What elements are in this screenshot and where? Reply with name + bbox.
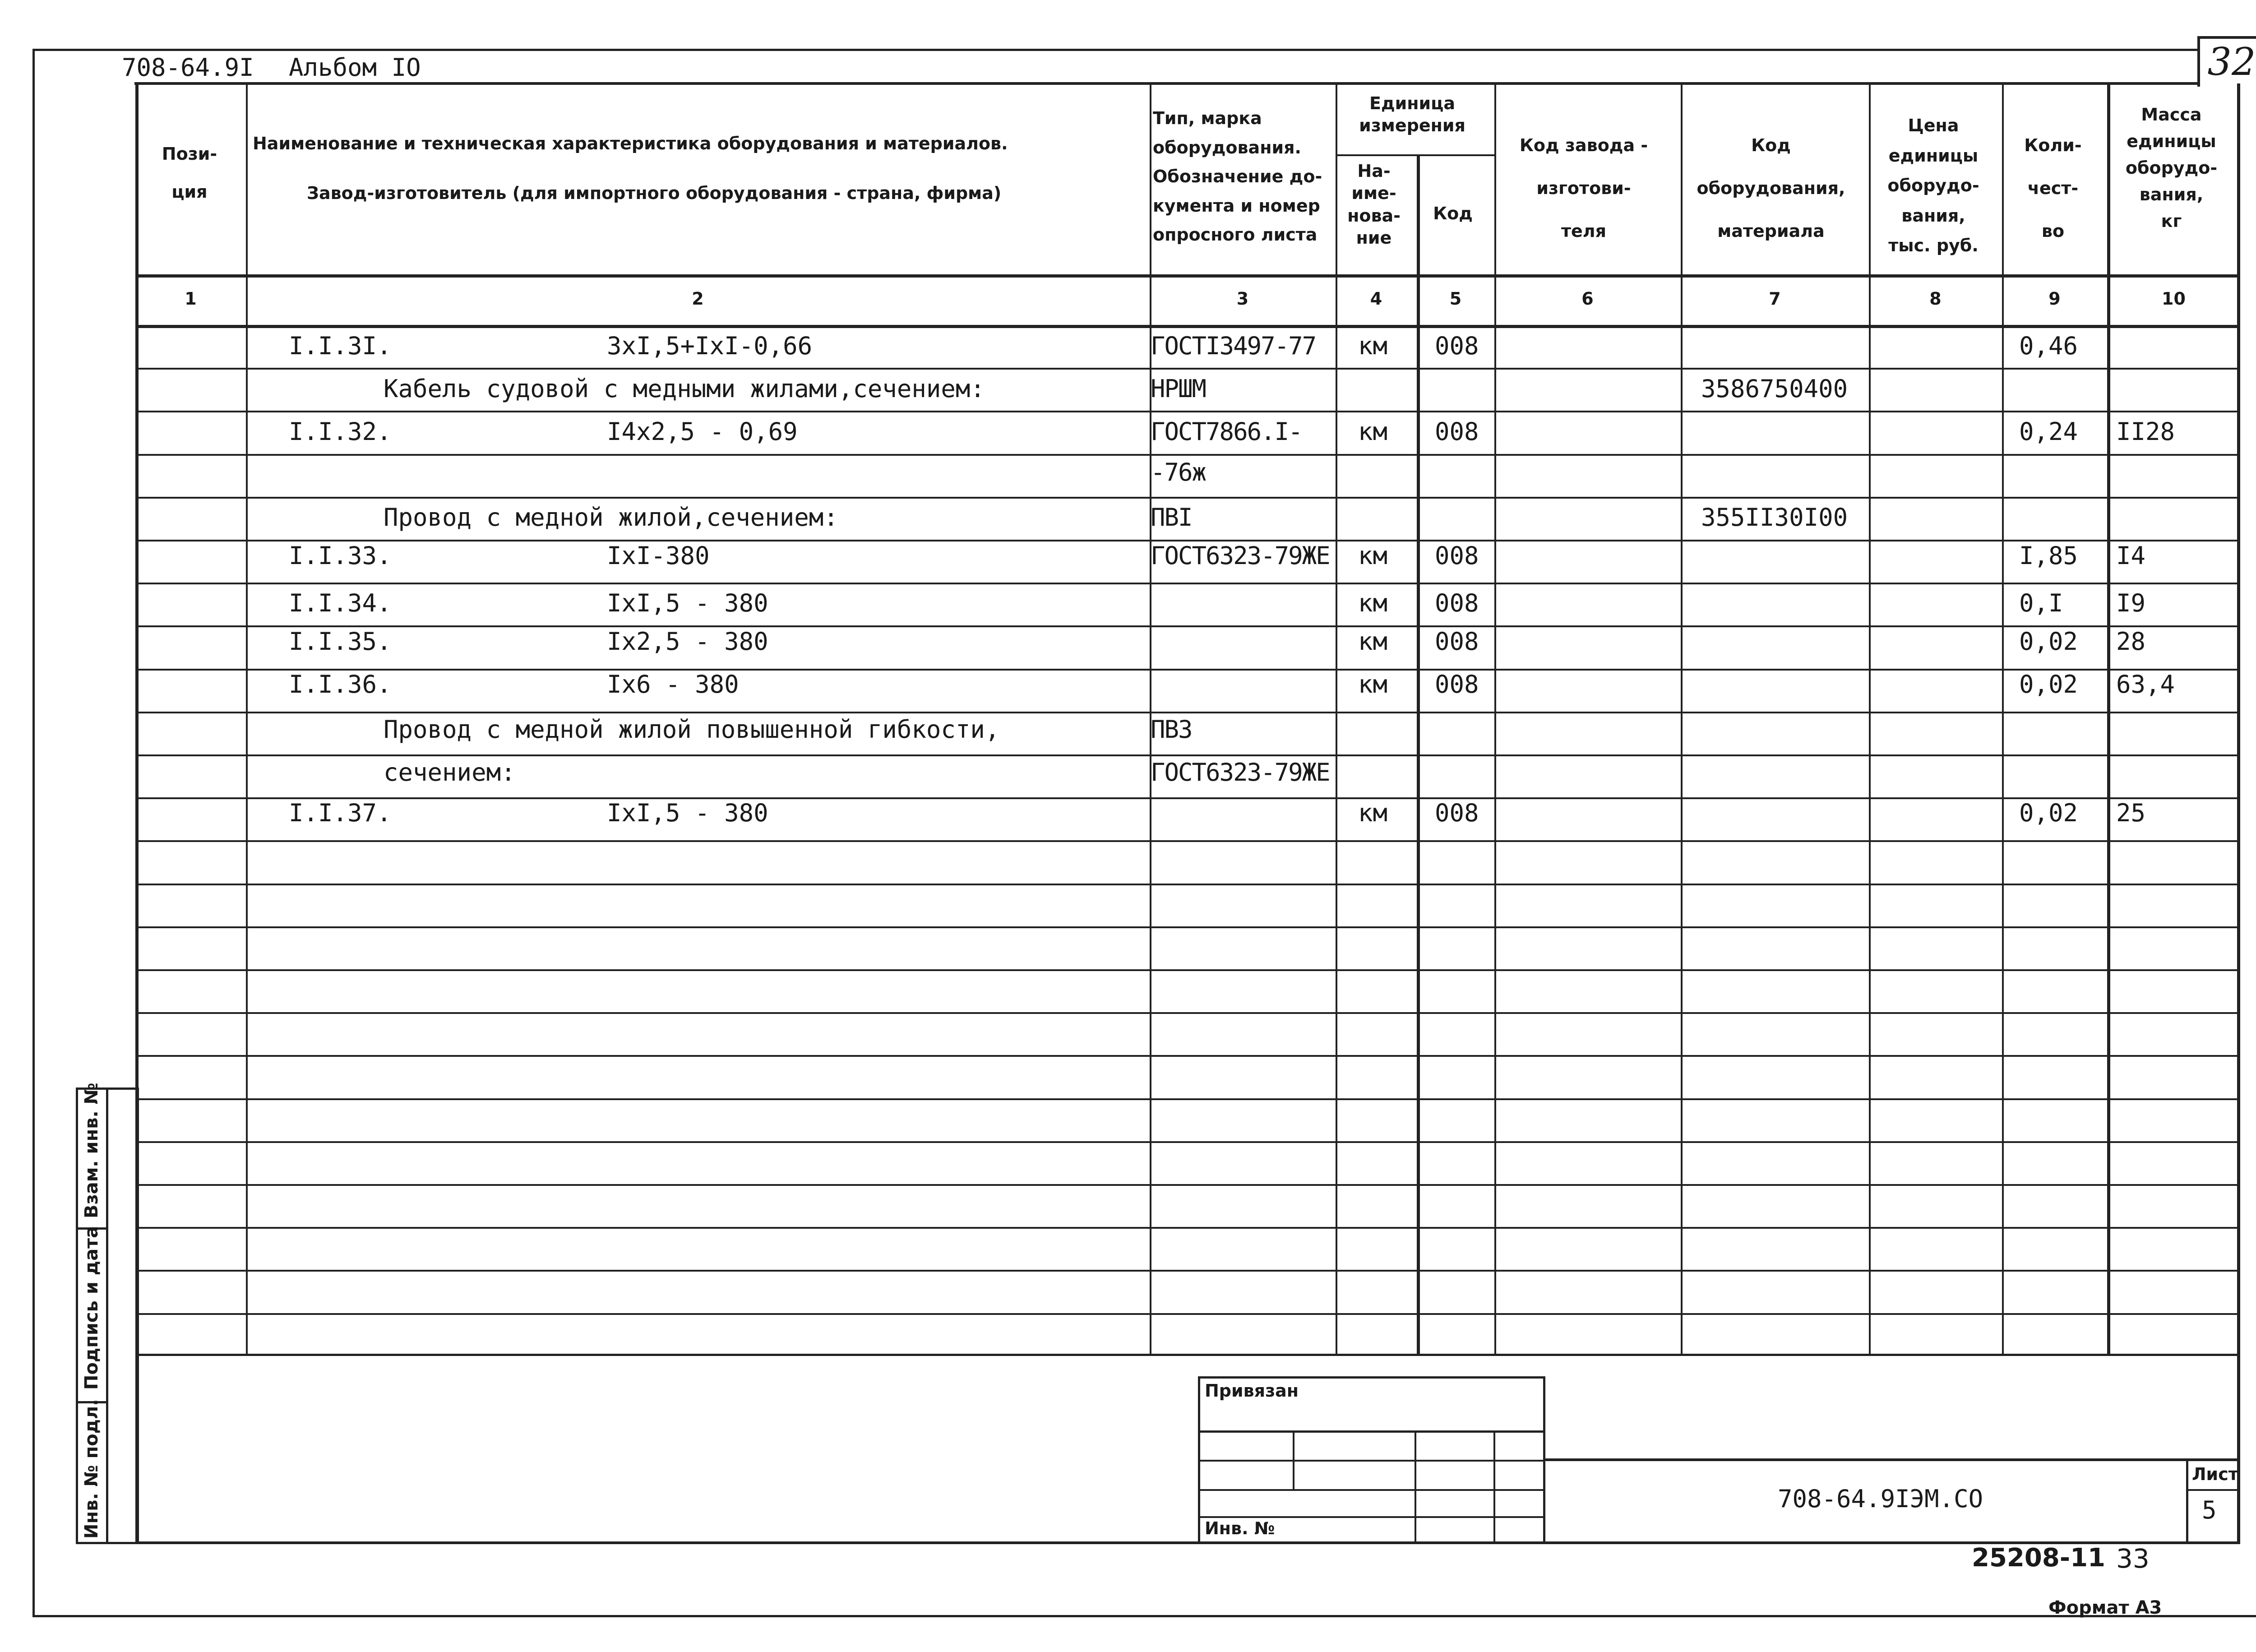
- row-unit-code: 008: [1435, 332, 1479, 360]
- col-header-unit-code: Код: [1433, 204, 1473, 223]
- row-mass: II28: [2116, 417, 2175, 446]
- col-header-equipment-code: Код оборудования, материала: [1697, 135, 1845, 241]
- row-spec: IxI,5 - 380: [607, 589, 768, 617]
- row-mass: 25: [2116, 799, 2146, 827]
- row-unit-code: 008: [1435, 417, 1479, 446]
- col-header-price: Цена единицы оборудо- вания, тыс. руб.: [1887, 116, 1979, 255]
- row-quantity: I,85: [2019, 541, 2078, 570]
- col-header-name-line1: Наименование и техническая характеристика оборудования и материалов.: [253, 134, 1008, 153]
- column-number: 7: [1769, 289, 1781, 309]
- column-number: 4: [1370, 289, 1382, 309]
- row-spec: I4x2,5 - 0,69: [607, 417, 798, 446]
- col-header-unit: Единица измерения: [1359, 93, 1465, 136]
- row-spec: IxI-380: [607, 541, 710, 570]
- row-line: [135, 1055, 2240, 1057]
- row-line: [135, 497, 2240, 499]
- header-doc-code: 708-64.9I: [122, 53, 254, 82]
- col-header-factory-code: Код завода - изготови- теля: [1519, 135, 1648, 241]
- header-bottom-line: [135, 274, 2240, 278]
- row-line: [135, 1098, 2240, 1100]
- side-label-podpis: Подпись и дата: [81, 1226, 102, 1390]
- row-line: [135, 583, 2240, 584]
- column-number: 9: [2048, 289, 2061, 309]
- row-line: [135, 754, 2240, 756]
- row-unit-code: 008: [1435, 589, 1479, 617]
- header-album: Альбом IO: [289, 53, 421, 82]
- col-header-mass: Масса единицы оборудо- вания, кг: [2125, 105, 2218, 231]
- row-name: Кабель судовой с медными жилами,сечением:: [384, 375, 985, 403]
- row-line: [135, 1227, 2240, 1229]
- row-name: Провод с медной жилой,сечением:: [384, 503, 838, 532]
- footer-format: Формат А3: [2048, 1597, 2162, 1618]
- row-unit: км: [1358, 799, 1388, 827]
- row-type: -76ж: [1151, 458, 1206, 486]
- row-position: I.I.32.: [289, 417, 392, 446]
- row-unit: км: [1358, 627, 1388, 656]
- title-block-privyazan: Привязан: [1205, 1381, 1299, 1401]
- row-line: [135, 1270, 2240, 1272]
- bottom-stamp-frame: [135, 1356, 2240, 1544]
- footer-page-number: 33: [2116, 1543, 2150, 1574]
- row-type: ГОСТ6323-79ЖЕ: [1151, 758, 1330, 787]
- list-label: Лист: [2192, 1464, 2238, 1484]
- title-block-inv-no: Инв. №: [1205, 1518, 1275, 1538]
- row-quantity: 0,02: [2019, 670, 2078, 699]
- title-block-doc-number: 708-64.9IЭМ.СО: [1778, 1485, 1983, 1513]
- row-line: [135, 884, 2240, 885]
- row-type: ПВЗ: [1151, 715, 1192, 744]
- row-line: [135, 1184, 2240, 1186]
- row-position: I.I.3I.: [289, 332, 392, 360]
- list-box-line: [2186, 1489, 2240, 1491]
- row-line: [135, 926, 2240, 928]
- row-unit: км: [1358, 541, 1388, 570]
- row-line: [135, 1012, 2240, 1014]
- row-quantity: 0,46: [2019, 332, 2078, 360]
- row-unit-code: 008: [1435, 541, 1479, 570]
- row-name: сечением:: [384, 758, 516, 787]
- row-line: [135, 411, 2240, 412]
- footer-archive-number: 25208-11: [1972, 1543, 2105, 1573]
- row-mass: 28: [2116, 627, 2146, 656]
- column-number: 5: [1449, 289, 1462, 309]
- row-spec: IxI,5 - 380: [607, 799, 768, 827]
- row-line: [135, 368, 2240, 370]
- row-line: [135, 1141, 2240, 1143]
- title-block-vline: [1293, 1430, 1294, 1489]
- row-line: [135, 454, 2240, 456]
- row-unit-code: 008: [1435, 670, 1479, 699]
- row-line: [135, 712, 2240, 713]
- column-number: 8: [1929, 289, 1942, 309]
- row-line: [135, 797, 2240, 799]
- col-header-unit-name: На- име- нова- ние: [1347, 161, 1401, 248]
- title-block-vline: [1415, 1430, 1416, 1544]
- sheet-corner-number: 32: [2207, 40, 2256, 84]
- row-material-code: 3586750400: [1701, 375, 1848, 403]
- row-position: I.I.36.: [289, 670, 392, 699]
- row-type: ГОСТ6323-79ЖЕ: [1151, 541, 1330, 570]
- title-block-main-line: [1545, 1458, 2240, 1461]
- row-line: [135, 625, 2240, 627]
- column-number: 3: [1236, 289, 1249, 309]
- row-quantity: 0,24: [2019, 417, 2078, 446]
- row-mass: I4: [2116, 541, 2146, 570]
- list-number: 5: [2202, 1496, 2217, 1524]
- row-line: [135, 840, 2240, 842]
- col-header-quantity: Коли- чест- во: [2024, 135, 2082, 241]
- row-unit: км: [1358, 589, 1388, 617]
- row-position: I.I.33.: [289, 541, 392, 570]
- row-material-code: 355II30I00: [1701, 503, 1848, 532]
- unit-group-line: [1336, 154, 1494, 156]
- row-unit-code: 008: [1435, 627, 1479, 656]
- row-unit: км: [1358, 670, 1388, 699]
- col-header-type: Тип, марка оборудования. Обозначение до- кумента и номер опросного листа: [1153, 108, 1322, 245]
- col-header-position: Пози- ция: [162, 144, 217, 202]
- row-name: Провод с медной жилой повышенной гибкости,: [384, 715, 1000, 744]
- column-number: 2: [692, 289, 704, 309]
- row-spec: Ix6 - 380: [607, 670, 739, 699]
- row-quantity: 0,I: [2019, 589, 2063, 617]
- side-label-vzam: Взам. инв. №: [81, 1083, 102, 1218]
- row-unit-code: 008: [1435, 799, 1479, 827]
- row-position: I.I.35.: [289, 627, 392, 656]
- row-mass: I9: [2116, 589, 2146, 617]
- column-number: 1: [185, 289, 197, 309]
- row-line: [135, 669, 2240, 671]
- side-label-inv-podl: Инв. № подл.: [81, 1399, 102, 1539]
- row-position: I.I.37.: [289, 799, 392, 827]
- column-number: 6: [1581, 289, 1594, 309]
- row-unit: км: [1358, 417, 1388, 446]
- row-quantity: 0,02: [2019, 799, 2078, 827]
- row-unit: км: [1358, 332, 1388, 360]
- row-mass: 63,4: [2116, 670, 2175, 699]
- title-block-vline: [1493, 1430, 1495, 1544]
- row-line: [135, 969, 2240, 971]
- column-number: 10: [2162, 289, 2186, 309]
- colnum-bottom-line: [135, 325, 2240, 328]
- row-type: ГОСТI3497-77: [1151, 332, 1316, 360]
- row-position: I.I.34.: [289, 589, 392, 617]
- row-quantity: 0,02: [2019, 627, 2078, 656]
- side-stamp-divider: [106, 1087, 108, 1544]
- row-spec: Ix2,5 - 380: [607, 627, 768, 656]
- col-header-name-line2: Завод-изготовитель (для импортного оборудования - страна, фирма): [307, 183, 1002, 203]
- row-line: [135, 1313, 2240, 1315]
- row-type: ГОСТ7866.I-: [1151, 417, 1302, 446]
- row-spec: 3xI,5+IxI-0,66: [607, 332, 813, 360]
- row-type: ПВI: [1151, 503, 1192, 532]
- row-type: НРШМ: [1151, 375, 1206, 403]
